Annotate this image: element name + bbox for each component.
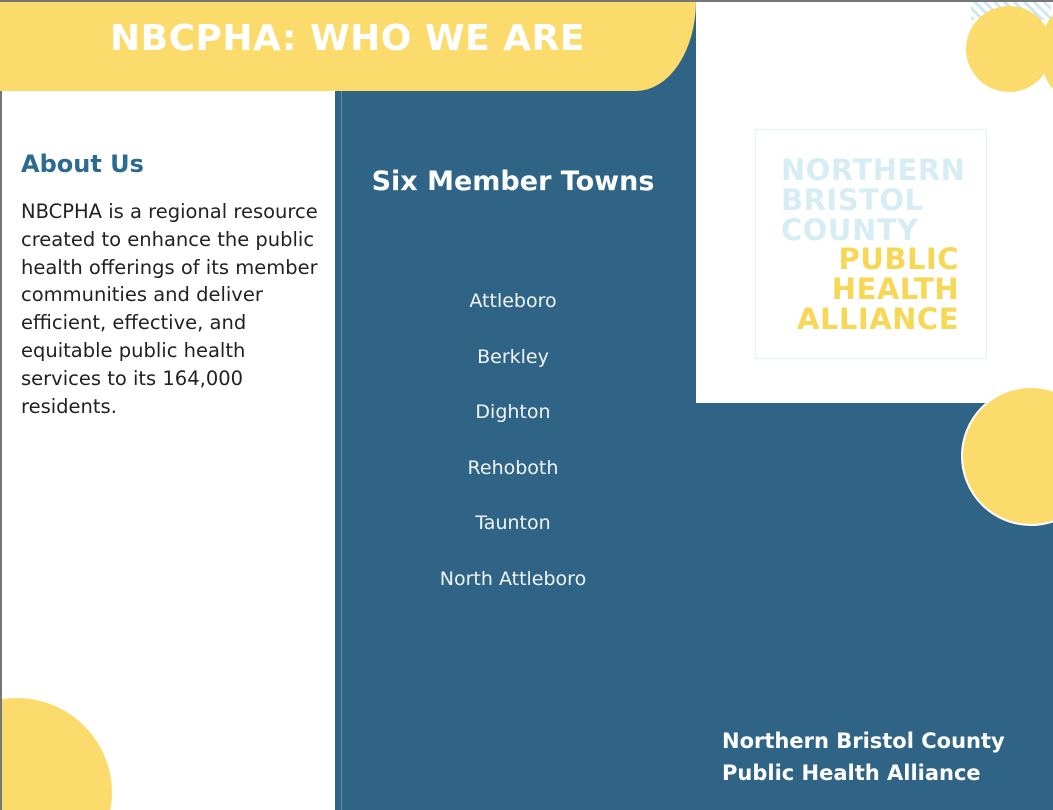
list-item: Attleboro xyxy=(469,290,557,312)
list-item: Taunton xyxy=(475,512,551,534)
decorative-circle xyxy=(0,698,112,810)
list-item: Dighton xyxy=(475,401,551,423)
org-name-line2: Public Health Alliance xyxy=(722,761,981,785)
logo xyxy=(755,129,987,359)
list-item: Rehoboth xyxy=(467,456,559,479)
logo-text: BRISTOL xyxy=(781,183,924,217)
logo-text: HEALTH xyxy=(831,272,959,306)
logo-text: COUNTY xyxy=(781,213,919,247)
towns-heading: Six Member Towns xyxy=(371,166,655,197)
org-name-line1: Northern Bristol County xyxy=(722,729,1005,753)
logo-text: NORTHERN xyxy=(781,153,966,187)
left-panel xyxy=(0,0,335,810)
logo-text: ALLIANCE xyxy=(797,302,959,336)
organization-name xyxy=(722,725,1005,789)
right-panel xyxy=(696,0,1053,810)
list-item: North Attleboro xyxy=(439,567,587,590)
header-banner xyxy=(0,0,696,91)
about-heading: About Us xyxy=(21,150,144,178)
decorative-circle xyxy=(966,6,1052,92)
logo-text: PUBLIC xyxy=(838,242,959,276)
towns-list xyxy=(335,287,691,620)
list-item: Berkley xyxy=(477,345,549,368)
middle-panel xyxy=(335,0,696,810)
about-body-text: NBCPHA is a regional resource created to enhance the public health offerings of its member communities and deliver efficient, effective, and equitable public health services to its 164,000 residents. xyxy=(21,200,318,418)
page-title: NBCPHA: WHO WE ARE xyxy=(110,18,585,59)
